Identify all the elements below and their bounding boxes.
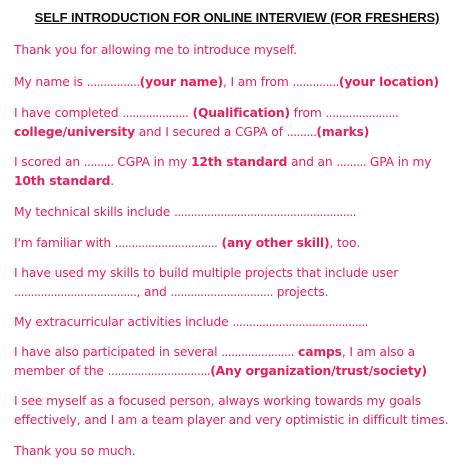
and-an-text: and an bbox=[287, 155, 337, 169]
technical-skills-text: My technical skills include bbox=[14, 205, 174, 219]
cgpa-blank: ......... bbox=[286, 125, 317, 139]
paragraph-participation bbox=[14, 343, 466, 381]
gpa-10th-blank: ......... bbox=[336, 155, 367, 169]
location-intro-text: , I am from bbox=[223, 75, 293, 89]
and-text: , and bbox=[136, 285, 171, 299]
paragraph-other-skill bbox=[14, 234, 466, 253]
paragraph-technical-skills bbox=[14, 203, 466, 222]
participated-text: I have also participated in several bbox=[14, 345, 222, 359]
name-blank: ................ bbox=[86, 75, 140, 89]
paragraph-self-view bbox=[14, 392, 466, 430]
qualification-placeholder: (Qualification) bbox=[188, 106, 290, 120]
projects-end-text: projects. bbox=[272, 285, 329, 299]
extracurricular-blank: ......................................... bbox=[232, 315, 368, 329]
camps-label: camps bbox=[293, 345, 342, 359]
qualification-intro-text: I have completed bbox=[14, 106, 123, 120]
project-blank-1: ..................................... bbox=[14, 285, 137, 299]
location-placeholder: (your location) bbox=[338, 75, 439, 89]
location-blank: .............. bbox=[292, 75, 339, 89]
cgpa-12th-blank: ......... bbox=[83, 155, 114, 169]
marks-placeholder: (marks) bbox=[316, 125, 370, 139]
cgpa-in-text: CGPA in my bbox=[113, 155, 191, 169]
college-placeholder: college/university bbox=[14, 125, 136, 139]
organization-placeholder: (Any organization/trust/society) bbox=[210, 364, 427, 378]
name-placeholder: (your name) bbox=[139, 75, 223, 89]
organization-blank: ............................... bbox=[107, 364, 211, 378]
paragraph-name-location bbox=[14, 73, 466, 92]
scored-intro-text: I scored an bbox=[14, 155, 84, 169]
paragraph-qualification bbox=[14, 104, 466, 142]
paragraph-extracurricular bbox=[14, 313, 466, 332]
camps-blank: ...................... bbox=[221, 345, 294, 359]
paragraph-closing bbox=[14, 442, 466, 461]
projects-intro-text: I have used my skills to build multiple projects that include user bbox=[14, 266, 399, 280]
college-blank: ...................... bbox=[325, 106, 399, 120]
paragraph-greeting bbox=[14, 41, 466, 60]
extracurricular-text: My extracurricular activities include bbox=[14, 315, 233, 329]
other-skill-blank: ............................... bbox=[114, 236, 218, 250]
too-text: , too. bbox=[329, 236, 360, 250]
from-text: from bbox=[289, 106, 326, 120]
technical-skills-blank: ....................................................... bbox=[173, 205, 356, 219]
gpa-in-text: GPA in my bbox=[366, 155, 432, 169]
other-skill-placeholder: (any other skill) bbox=[217, 236, 330, 250]
paragraph-projects bbox=[14, 264, 466, 302]
name-intro-text: My name is bbox=[14, 75, 87, 89]
project-blank-2: ............................... bbox=[170, 285, 273, 299]
page-title: SELF INTRODUCTION FOR ONLINE INTERVIEW (FOR FRESHERS) bbox=[34, 10, 440, 25]
cgpa-intro-text: and I secured a CGPA of bbox=[135, 125, 287, 139]
familiar-text: I'm familiar with bbox=[14, 236, 115, 250]
member-text: , I am also a member of the bbox=[14, 345, 415, 378]
period-text: . bbox=[110, 174, 115, 188]
closing-text: Thank you so much. bbox=[14, 444, 136, 458]
tenth-standard-label: 10th standard bbox=[14, 174, 111, 188]
twelfth-standard-label: 12th standard bbox=[190, 155, 288, 169]
greeting-text: Thank you for allowing me to introduce myself. bbox=[14, 43, 297, 57]
qualification-blank: .................... bbox=[122, 106, 189, 120]
paragraph-scores bbox=[14, 153, 466, 191]
self-view-text: I see myself as a focused person, always working towards my goals effectively, and I am a team player and very optimistic in difficult times. bbox=[14, 394, 449, 427]
